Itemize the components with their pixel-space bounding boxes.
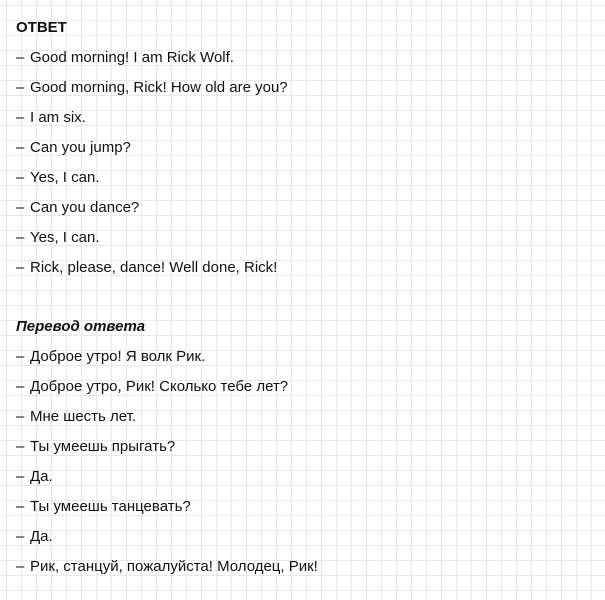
answer-line-text: Good morning! I am Rick Wolf.: [30, 49, 234, 66]
answer-line: [16, 253, 595, 283]
dash-marker: –: [16, 259, 25, 276]
dash-marker: –: [16, 558, 25, 575]
dash-marker: –: [16, 348, 25, 365]
answer-heading: ОТВЕТ: [16, 19, 67, 36]
dash-marker: –: [16, 229, 25, 246]
dash-marker: –: [16, 378, 25, 395]
dash-marker: –: [16, 468, 25, 485]
translation-line: [16, 432, 595, 462]
answer-line: [16, 133, 595, 163]
translation-line: [16, 522, 595, 552]
translation-line: [16, 462, 595, 492]
answer-section: [16, 18, 595, 283]
translation-line-text: Доброе утро! Я волк Рик.: [30, 348, 206, 365]
answer-line: [16, 73, 595, 103]
translation-line: [16, 342, 595, 372]
translation-line: [16, 492, 595, 522]
translation-line: [16, 552, 595, 582]
dash-marker: –: [16, 139, 25, 156]
answer-line-text: Good morning, Rick! How old are you?: [30, 79, 288, 96]
dash-marker: –: [16, 438, 25, 455]
translation-line-text: Рик, станцуй, пожалуйста! Молодец, Рик!: [30, 558, 318, 575]
translation-line: [16, 372, 595, 402]
dash-marker: –: [16, 408, 25, 425]
answer-line-text: Can you jump?: [30, 139, 131, 156]
translation-heading: Перевод ответа: [16, 318, 146, 335]
dash-marker: –: [16, 49, 25, 66]
answer-line: [16, 163, 595, 193]
dash-marker: –: [16, 498, 25, 515]
answer-line-text: Can you dance?: [30, 199, 140, 216]
answer-dialogue: [16, 43, 595, 283]
answer-line: [16, 43, 595, 73]
answer-line-text: I am six.: [30, 109, 86, 126]
translation-line-text: Доброе утро, Рик! Сколько тебе лет?: [30, 378, 289, 395]
translation-line-text: Ты умеешь танцевать?: [30, 498, 191, 515]
translation-section: [16, 317, 595, 582]
dash-marker: –: [16, 169, 25, 186]
answer-line-text: Yes, I can.: [30, 229, 100, 246]
dash-marker: –: [16, 109, 25, 126]
dash-marker: –: [16, 528, 25, 545]
answer-line: [16, 223, 595, 253]
answer-line-text: Yes, I can.: [30, 169, 100, 186]
answer-line: [16, 103, 595, 133]
translation-dialogue: [16, 342, 595, 582]
dash-marker: –: [16, 199, 25, 216]
dash-marker: –: [16, 79, 25, 96]
translation-line-text: Да.: [30, 468, 53, 485]
translation-line: [16, 402, 595, 432]
answer-line-text: Rick, please, dance! Well done, Rick!: [30, 259, 278, 276]
translation-line-text: Ты умеешь прыгать?: [30, 438, 176, 455]
translation-line-text: Мне шесть лет.: [30, 408, 136, 425]
answer-line: [16, 193, 595, 223]
translation-line-text: Да.: [30, 528, 53, 545]
